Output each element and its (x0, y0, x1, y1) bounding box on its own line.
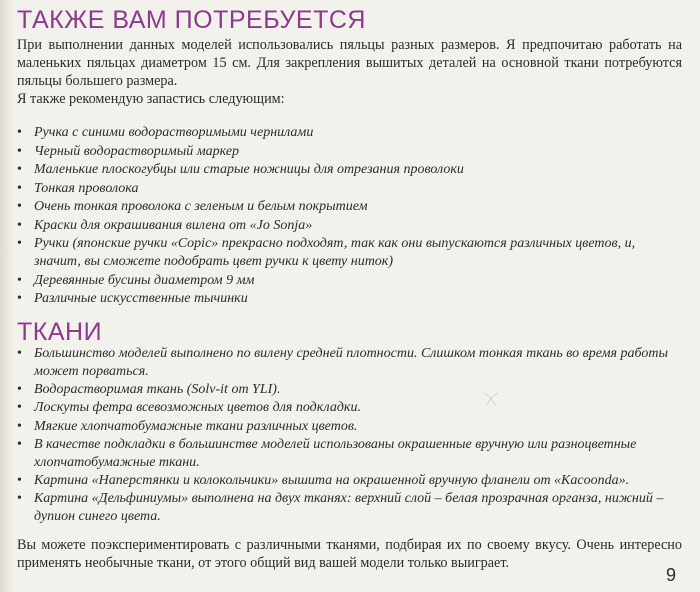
list-item-text: Лоскуты фетра всевозможных цветов для подкладки. (34, 400, 361, 416)
intro-text-2: Я также рекомендую запастись следующим: (17, 91, 285, 107)
intro-paragraph (17, 36, 682, 108)
list-item-text: В качестве подкладки в большинстве моделей использованы окрашенные вручную или разноцветные хлопчатобумажные ткани. (34, 436, 637, 470)
bullet-icon: • (17, 382, 22, 398)
list-item-text: Краски для окрашивания вилена от «Jo Sonja» (34, 217, 313, 233)
list-item (17, 161, 682, 179)
list-item (17, 290, 682, 308)
list-item (17, 472, 682, 490)
list-item-text: Мягкие хлопчатобумажные ткани различных цветов. (34, 418, 358, 434)
list-item (17, 436, 682, 472)
list-item-text: Ручки (японские ручки «Copic» прекрасно подходят, так как они выпускаются различных цветов, и, значит, вы сможете подобрать цвет ручки к цвету ниток) (34, 236, 636, 269)
bullet-icon: • (17, 272, 22, 288)
bullet-icon: • (17, 199, 22, 214)
list-item (17, 399, 682, 417)
list-item-text: Маленькие плоскогубцы или старые ножницы для отрезания проволоки (34, 162, 464, 177)
bullet-icon: • (17, 143, 22, 159)
bullet-icon: • (17, 436, 22, 452)
list-item (17, 490, 682, 526)
list-item (17, 272, 682, 290)
section-title-fabrics: ТКАНИ (17, 318, 103, 346)
closing-paragraph: Вы можете поэкспериментировать с различными тканями, подбирая их по своему вкусу. Очень интересно применять необычные ткани, от этого общий вид вашей модели только выиграет. (17, 537, 682, 571)
supplies-list (17, 124, 682, 309)
list-item (17, 180, 682, 198)
bullet-icon: • (17, 418, 22, 434)
bullet-icon: • (17, 162, 22, 177)
list-item-text: Деревянные бусины диаметром 9 мм (34, 272, 255, 288)
bullet-icon: • (17, 291, 22, 306)
list-item-text: Большинство моделей выполнено по вилену средней плотности. Слишком тонкая ткань во время работы может порваться. (34, 346, 668, 379)
list-item (17, 418, 682, 436)
list-item (17, 235, 682, 271)
list-item (17, 124, 682, 142)
page-gutter-shadow (0, 0, 14, 592)
intro-text: При выполнении данных моделей использовались пяльцы разных размеров. Я предпочитаю работать на маленьких пяльцах диаметром 15 см. Для закрепления вышитых деталей на основной ткани потребуются пяльцы большего размера. (17, 37, 682, 89)
list-item (17, 381, 682, 399)
list-item (17, 345, 682, 381)
bullet-icon: • (17, 236, 22, 251)
bullet-icon: • (17, 217, 22, 233)
list-item-text: Картина «Дельфиниумы» выполнена на двух тканях: верхний слой – белая прозрачная органза, нижний – дупион синего цвета. (34, 491, 664, 525)
list-item-text: Картина «Наперстянки и колокольчики» вышита на окрашенной вручную фланели от «Kacoonda». (34, 472, 630, 488)
bullet-icon: • (17, 125, 22, 140)
bullet-icon: • (17, 346, 22, 361)
fabrics-list (17, 345, 682, 526)
list-item-text: Тонкая проволока (34, 180, 139, 196)
list-item (17, 198, 682, 216)
bullet-icon: • (17, 400, 22, 416)
list-item-text: Водорастворимая ткань (Solv-it от YLI). (34, 382, 281, 398)
scan-mark-icon (481, 389, 501, 409)
bullet-icon: • (17, 180, 22, 196)
bullet-icon: • (17, 472, 22, 488)
list-item (17, 143, 682, 161)
list-item-text: Ручка с синими водорастворимыми чернилами (34, 125, 314, 140)
section-title-supplies: ТАКЖЕ ВАМ ПОТРЕБУЕТСЯ (17, 6, 366, 34)
page-number: 9 (665, 565, 676, 585)
list-item (17, 217, 682, 235)
list-item-text: Очень тонкая проволока с зеленым и белым покрытием (34, 199, 368, 214)
list-item-text: Различные искусственные тычинки (34, 291, 248, 306)
list-item-text: Черный водорастворимый маркер (34, 143, 240, 159)
bullet-icon: • (17, 491, 22, 507)
